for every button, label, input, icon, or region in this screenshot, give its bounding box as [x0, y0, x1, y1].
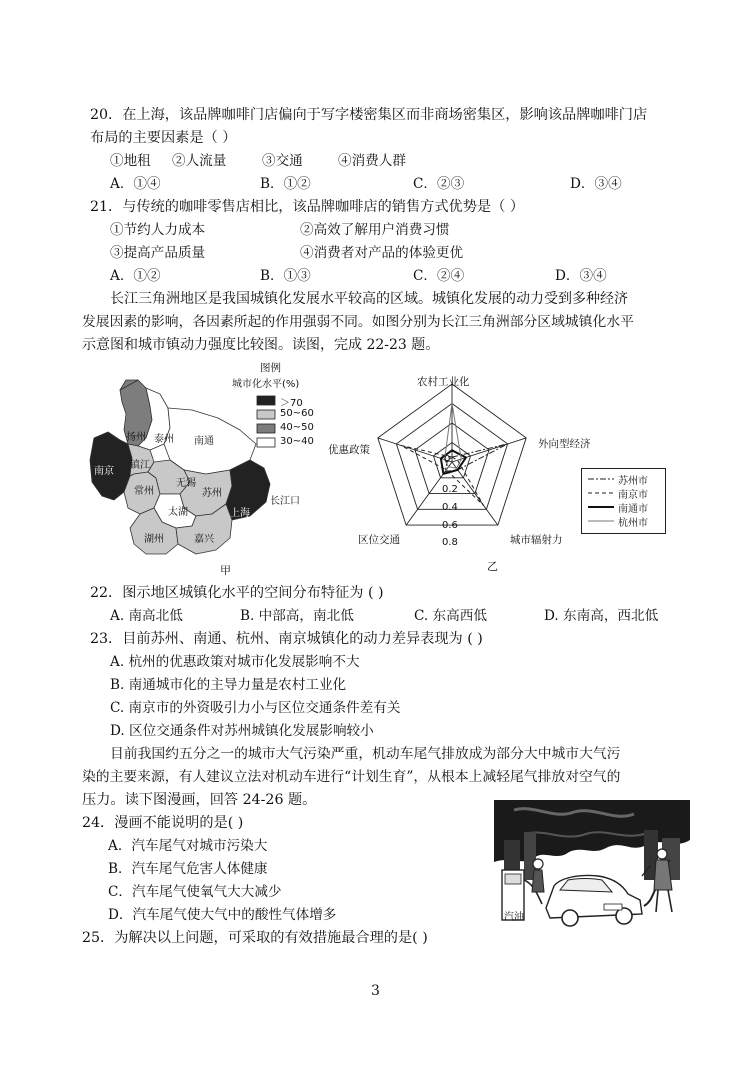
radar-series-1: [445, 444, 508, 472]
radar-axis-label-1: 农村工业化: [417, 376, 470, 388]
q24-option-d: D．汽车尾气使大气中的酸性气体增多: [108, 907, 337, 923]
map-label-zhenjiang: 镇江: [130, 460, 150, 471]
q20-stem-line2: 布局的主要因素是（ ）: [90, 130, 237, 146]
q21-item-3: ③提高产品质量: [110, 245, 206, 261]
q20-option-c: C．②③: [413, 176, 465, 192]
legend-label-nanjing: 南京市: [618, 490, 648, 501]
map-label-nantong: 南通: [194, 436, 214, 447]
legend-swatch-4: [257, 438, 275, 447]
passage2-line1: 目前我国约五分之一的城市大气污染严重，机动车尾气排放成为部分大中城市大气污: [110, 746, 621, 762]
person-1-body: [532, 870, 544, 892]
q20-option-d: D．③④: [570, 176, 622, 192]
map-label-taihu: 太湖: [168, 507, 188, 518]
map-figure: [80, 358, 365, 580]
q20-stem-line1: 20．在上海，该品牌咖啡门店偏向于写字楼密集区而非商场密集区，影响该品牌咖啡门店: [90, 107, 648, 123]
legend-label-suzhou: 苏州市: [618, 476, 648, 487]
q21-item-1: ①节约人力成本: [110, 222, 206, 238]
map-caption: 甲: [220, 564, 231, 577]
passage2-line2: 染的主要来源，有人建议立法对机动车进行“计划生育”，从根本上减轻尾气排放对空气的: [82, 769, 621, 785]
q21-item-4: ④消费者对产品的体验更优: [300, 245, 464, 261]
legend-swatch-3: [257, 424, 275, 433]
q24-stem: 24．漫画不能说明的是( ): [82, 815, 244, 831]
page-number: 3: [371, 983, 380, 999]
map-label-yangzhou: 扬州: [126, 432, 146, 443]
q21-option-a: A．①②: [110, 268, 161, 284]
q20-item-1: ①地租: [110, 153, 151, 169]
q23-option-d: D. 区位交通条件对苏州城镇化发展影响较小: [110, 723, 374, 739]
radar-axis-label-3: 城市辐射力: [510, 534, 563, 546]
q21-option-c: C．②④: [413, 268, 465, 284]
q22-option-b: B. 中部高，南北低: [240, 608, 354, 624]
radar-axis-label-5: 优惠政策: [328, 444, 370, 456]
map-label-estuary: 长江口: [270, 496, 300, 507]
legend-label-hangzhou: 杭州市: [618, 518, 648, 529]
q21-option-b: B．①③: [260, 268, 311, 284]
car-wheel-front: [562, 910, 578, 926]
map-label-jiaxing: 嘉兴: [194, 534, 214, 545]
passage2-line3: 压力。读下图漫画，回答 24-26 题。: [82, 792, 317, 808]
map-label-nanjing: 南京: [94, 466, 114, 477]
q22-option-a: A. 南高北低: [110, 608, 183, 624]
passage1-line2: 发展因素的影响，各因素所起的作用强弱不同。如图分别为长江三角洲部分区域城镇化水平: [82, 314, 634, 330]
q20-item-2: ②人流量: [172, 153, 227, 169]
q22-stem: 22．图示地区城镇化水平的空间分布特征为 ( ): [90, 585, 384, 601]
q21-item-2: ②高效了解用户消费习惯: [300, 222, 450, 238]
map-svg: [80, 358, 365, 580]
radar-tick-3: 0.6: [442, 520, 458, 531]
car-wheel-rear: [616, 908, 632, 924]
map-label-changzhou: 常州: [134, 486, 154, 497]
q25-stem: 25．为解决以上问题，可采取的有效措施最合理的是( ): [82, 930, 428, 946]
q23-option-a: A. 杭州的优惠政策对城市化发展影响不大: [110, 654, 360, 670]
q20-item-4: ④消费人群: [338, 153, 406, 169]
map-label-suzhou: 苏州: [202, 488, 222, 499]
q21-stem: 21．与传统的咖啡零售店相比，该品牌咖啡店的销售方式优势是（ ）: [90, 199, 525, 215]
q20-option-b: B．①②: [260, 176, 311, 192]
radar-axis-2: [452, 438, 526, 462]
q23-stem: 23．目前苏州、南通、杭州、南京城镇化的动力差异表现为 ( ): [90, 631, 483, 647]
radar-axis-label-2: 外向型经济: [538, 438, 591, 450]
legend-label-nantong: 南通市: [618, 504, 648, 515]
q20-option-a: A．①④: [110, 176, 161, 192]
map-label-shanghai: 上海: [230, 508, 250, 519]
passage1-line1: 长江三角洲地区是我国城镇化发展水平较高的区域。城镇化发展的动力受到多种经济: [110, 291, 628, 307]
map-legend-item-4: 30~40: [280, 436, 314, 447]
map-label-wuxi: 无锡: [176, 478, 196, 489]
q24-option-b: B．汽车尾气危害人体健康: [108, 861, 268, 877]
map-label-huzhou: 湖州: [144, 534, 164, 545]
q24-option-a: A．汽车尾气对城市污染大: [108, 838, 268, 854]
radar-tick-4: 0.8: [442, 537, 458, 548]
q23-option-c: C. 南京市的外资吸引力小与区位交通条件差有关: [110, 700, 401, 716]
person-2-head: [657, 849, 667, 859]
q22-option-d: D. 东南高，西北低: [544, 608, 659, 624]
radar-axis-label-4: 区位交通: [358, 534, 400, 546]
q24-option-c: C．汽车尾气使氧气大大减少: [108, 884, 282, 900]
gas-pump-sign: 汽油: [504, 912, 524, 923]
cartoon-figure: [494, 800, 690, 928]
q23-option-b: B. 南通城市化的主导力量是农村工业化: [110, 677, 347, 693]
radar-tick-1: 0.2: [442, 484, 458, 495]
radar-legend: [581, 468, 666, 534]
map-legend-item-2: 50~60: [280, 408, 314, 419]
map-legend-title: 图例: [260, 362, 281, 374]
radar-figure: [328, 362, 670, 577]
q21-option-d: D．③④: [555, 268, 607, 284]
legend-swatch-2: [257, 410, 275, 419]
q20-item-3: ③交通: [262, 153, 303, 169]
person-1-head: [533, 859, 543, 869]
radar-tick-2: 0.4: [442, 502, 458, 513]
passage1-line3: 示意图和城市镇动力强度比较图。读图，完成 22-23 题。: [82, 337, 440, 353]
map-legend-item-1: ＞70: [280, 398, 303, 409]
map-legend-subtitle: 城市化水平(%): [232, 379, 300, 390]
radar-caption: 乙: [487, 560, 498, 573]
map-legend-item-3: 40~50: [280, 422, 314, 433]
radar-tick-0: 0: [444, 454, 451, 465]
q22-option-c: C. 东高西低: [414, 608, 487, 624]
legend-swatch-1: [257, 396, 275, 405]
map-label-taizhou: 泰州: [154, 434, 174, 445]
